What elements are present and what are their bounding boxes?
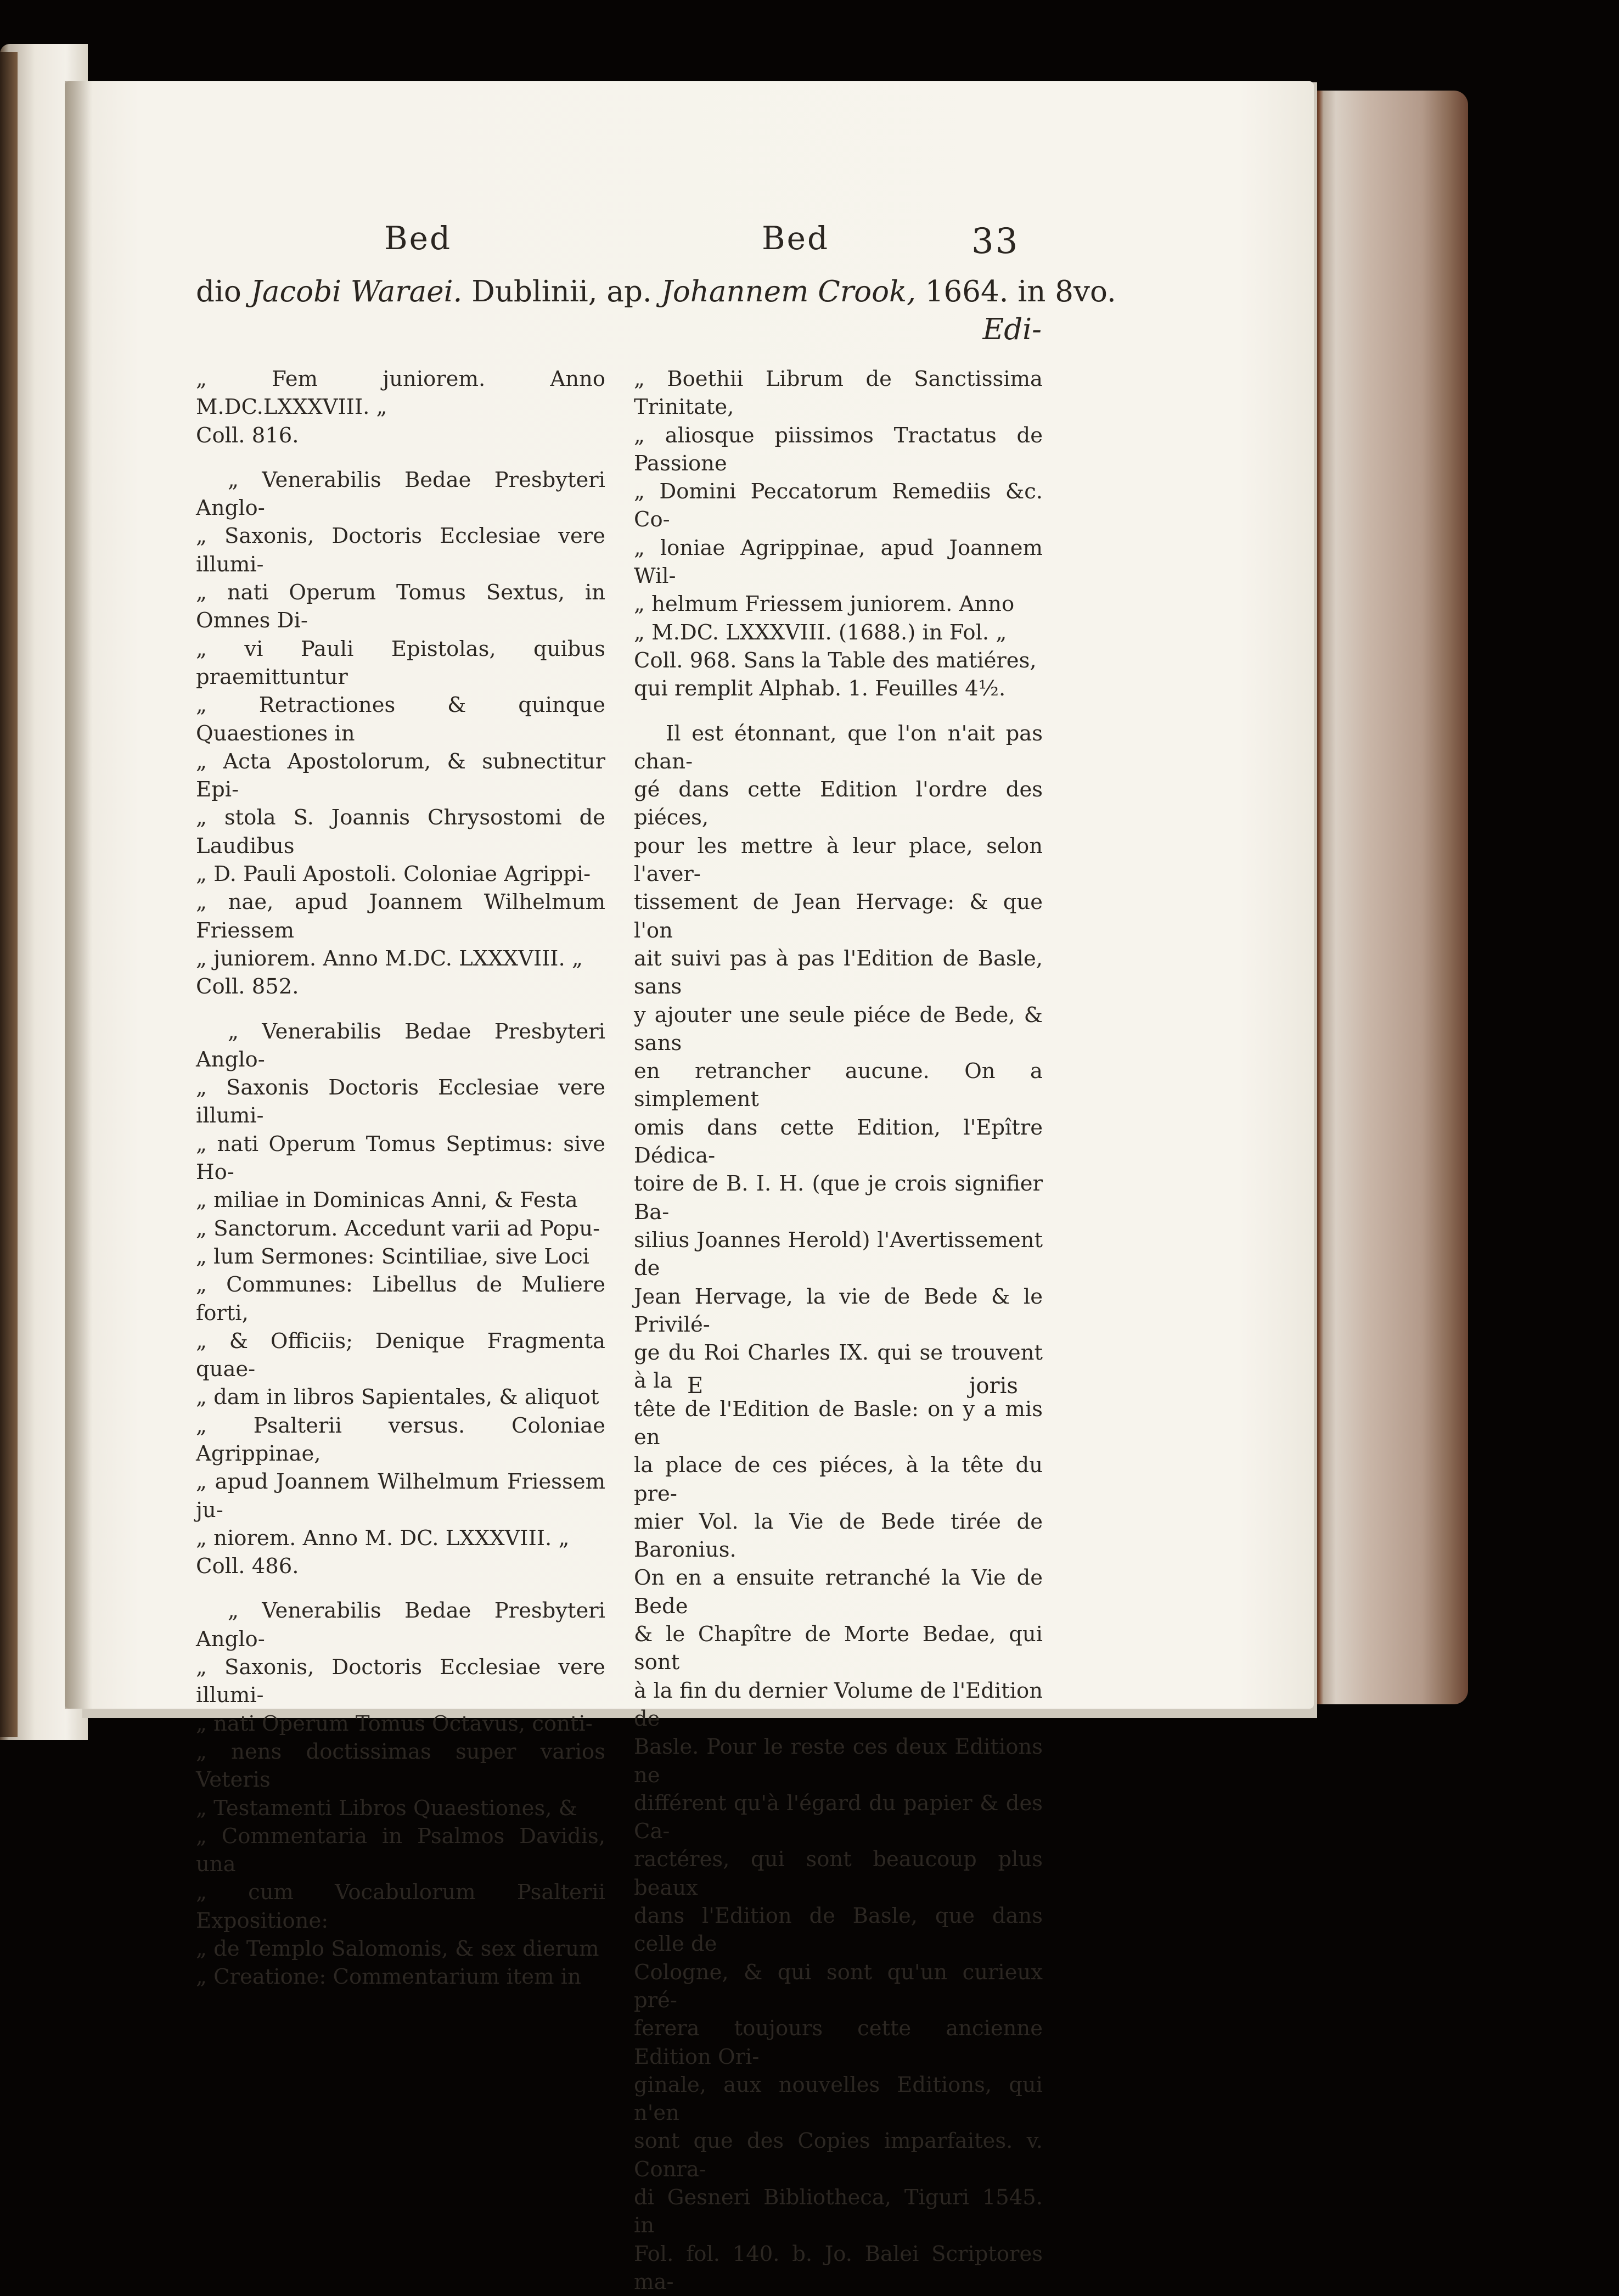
- text-line: Il est étonnant, que l'on n'ait pas chan-: [634, 721, 1043, 774]
- text-line: „ Testamenti Libros Quaestiones, &: [196, 1795, 577, 1821]
- text-line: „ & Officiis; Denique Fragmenta quae-: [196, 1328, 605, 1382]
- text-line: „ cum Vocabulorum Psalterii Expositione:: [196, 1880, 605, 1933]
- text-line: „ D. Pauli Apostoli. Coloniae Agrippi-: [196, 862, 591, 887]
- book-page-block: [1314, 91, 1468, 1704]
- text-line: silius Joannes Herold) l'Avertissement de: [634, 1227, 1043, 1281]
- text-line: „ miliae in Dominicas Anni, & Festa: [196, 1188, 578, 1213]
- text-line: Basle. Pour le reste ces deux Editions ne: [634, 1734, 1043, 1788]
- text-line: ractéres, qui sont beaucoup plus beaux: [634, 1847, 1043, 1900]
- text-line: Jean Hervage, la vie de Bede & le Privilé-: [634, 1284, 1043, 1337]
- text-line: tissement de Jean Hervage: & que l'on: [634, 890, 1043, 943]
- text-line: Coll. 852.: [196, 974, 299, 1000]
- text-line: „ dam in libros Sapientales, & aliquot: [196, 1385, 599, 1410]
- run-on-place: Dublinii, ap.: [462, 275, 661, 308]
- text-line: „ nati Operum Tomus Septimus: sive Ho-: [196, 1131, 605, 1185]
- text-line: qui remplit Alphab. 1. Feuilles 4½.: [634, 676, 1006, 701]
- text-line: „ Saxonis, Doctoris Ecclesiae vere illumi-: [196, 524, 605, 577]
- run-on-name: Jacobi Waraei.: [250, 275, 463, 308]
- catchword-bottom: joris: [969, 1373, 1018, 1399]
- text-line: „ vi Pauli Epistolas, quibus praemittuntur: [196, 636, 605, 689]
- text-line: ge du Roi Charles IX. qui se trouvent à la: [634, 1340, 1043, 1394]
- text-line: „ apud Joannem Wilhelmum Friessem ju-: [196, 1469, 605, 1523]
- text-line: Fol. fol. 140. b. Jo. Balei Scriptores ma-: [634, 2241, 1043, 2294]
- text-line: „ lum Sermones: Scintiliae, sive Loci: [196, 1244, 589, 1269]
- text-line: „ Psalterii versus. Coloniae Agrippinae,: [196, 1413, 605, 1466]
- text-line: ait suivi pas à pas l'Edition de Basle, sans: [634, 946, 1043, 1000]
- left-column: [196, 365, 605, 1991]
- text-line: On en a ensuite retranché la Vie de Bede: [634, 1565, 1043, 1619]
- book-binding: [0, 52, 18, 1737]
- text-line: „ loniae Agrippinae, apud Joannem Wil-: [634, 535, 1043, 589]
- text-line: „ aliosque piissimos Tractatus de Passione: [634, 423, 1043, 476]
- run-on-rest: 1664. in 8vo.: [915, 275, 1116, 308]
- text-line: tête de l'Edition de Basle: on y a mis en: [634, 1396, 1043, 1450]
- text-line: „ Creatione: Commentarium item in: [196, 1964, 581, 1990]
- run-on-line: [196, 274, 1116, 310]
- text-line: la place de ces piéces, à la tête du pre-: [634, 1453, 1043, 1506]
- text-line: „ stola S. Joannis Chrysostomi de Laudibus: [196, 805, 605, 858]
- text-line: „ nati Operum Tomus Octavus, conti-: [196, 1711, 593, 1736]
- text-line: & le Chapître de Morte Bedae, qui sont: [634, 1622, 1043, 1675]
- text-line: „ nae, apud Joannem Wilhelmum Friessem: [196, 890, 605, 943]
- text-line: „ Fem juniorem. Anno M.DC.LXXXVIII. „: [196, 367, 605, 420]
- text-line: „ niorem. Anno M. DC. LXXXVIII. „: [196, 1525, 570, 1551]
- text-line: „ Venerabilis Bedae Presbyteri Anglo-: [196, 467, 605, 521]
- text-line: toire de B. I. H. (que je crois signifier Ba-: [634, 1171, 1043, 1225]
- text-line: „ Commentaria in Psalmos Davidis, una: [196, 1823, 605, 1877]
- text-line: „ Domini Peccatorum Remediis &c. Co-: [634, 479, 1043, 532]
- running-head-left: Bed: [384, 220, 452, 257]
- text-line: en retrancher aucune. On a simplement: [634, 1059, 1043, 1112]
- text-line: pour les mettre à leur place, selon l'aver-: [634, 833, 1043, 887]
- text-line: Coll. 968. Sans la Table des matiéres,: [634, 648, 1037, 673]
- text-line: „ M.DC. LXXXVIII. (1688.) in Fol. „: [634, 620, 1007, 645]
- text-line: „ Venerabilis Bedae Presbyteri Anglo-: [196, 1598, 605, 1652]
- text-line: „ Boethii Librum de Sanctissima Trinitate,: [634, 367, 1043, 420]
- text-line: „ juniorem. Anno M.DC. LXXXVIII. „: [196, 946, 583, 971]
- run-on-printer: Johannem Crook,: [661, 275, 916, 308]
- text-line: „ Sanctorum. Accedunt varii ad Popu-: [196, 1216, 600, 1241]
- text-line: sont que des Copies imparfaites. v. Conra-: [634, 2129, 1043, 2182]
- text-line: gé dans cette Edition l'ordre des piéces,: [634, 777, 1043, 830]
- text-line: différent qu'à l'égard du papier & des Ca-: [634, 1790, 1043, 1844]
- text-line: „ Acta Apostolorum, & subnectitur Epi-: [196, 749, 605, 802]
- text-line: di Gesneri Bibliotheca, Tiguri 1545. in: [634, 2185, 1043, 2238]
- run-on-prefix: dio: [196, 275, 251, 308]
- text-line: „ helmum Friessem juniorem. Anno: [634, 592, 1015, 617]
- text-line: „ Venerabilis Bedae Presbyteri Anglo-: [196, 1019, 605, 1072]
- text-line: Cologne, & qui sont qu'un curieux pré-: [634, 1960, 1043, 2013]
- text-line: ferera toujours cette ancienne Edition Ori-: [634, 2016, 1043, 2069]
- text-line: ginale, aux nouvelles Editions, qui n'en: [634, 2072, 1043, 2126]
- text-line: à la fin du dernier Volume de l'Edition de: [634, 1678, 1043, 1731]
- page-number: 33: [971, 221, 1020, 262]
- text-line: y ajouter une seule piéce de Bede, & sans: [634, 1002, 1043, 1056]
- text-line: Coll. 486.: [196, 1554, 299, 1579]
- right-column: [634, 365, 1043, 2296]
- text-line: „ Saxonis Doctoris Ecclesiae vere illumi-: [196, 1075, 605, 1129]
- text-line: mier Vol. la Vie de Bede tirée de Baronius.: [634, 1509, 1043, 1563]
- text-line: dans l'Edition de Basle, que dans celle de: [634, 1904, 1043, 1957]
- text-line: „ de Templo Salomonis, & sex dierum: [196, 1936, 599, 1962]
- catchword-top: Edi-: [982, 313, 1042, 346]
- gutter-shadow: [65, 81, 92, 1709]
- text-line: „ Communes: Libellus de Muliere forti,: [196, 1272, 605, 1326]
- text-line: Coll. 816.: [196, 423, 299, 448]
- text-line: „ Saxonis, Doctoris Ecclesiae vere illumi-: [196, 1655, 605, 1708]
- signature-mark: E: [687, 1373, 704, 1399]
- text-line: „ Retractiones & quinque Quaestiones in: [196, 693, 605, 746]
- text-line: omis dans cette Edition, l'Epître Dédica-: [634, 1115, 1043, 1169]
- text-line: „ nati Operum Tomus Sextus, in Omnes Di-: [196, 580, 605, 633]
- running-head-center: Bed: [762, 220, 830, 257]
- text-line: „ nens doctissimas super varios Veteris: [196, 1739, 605, 1793]
